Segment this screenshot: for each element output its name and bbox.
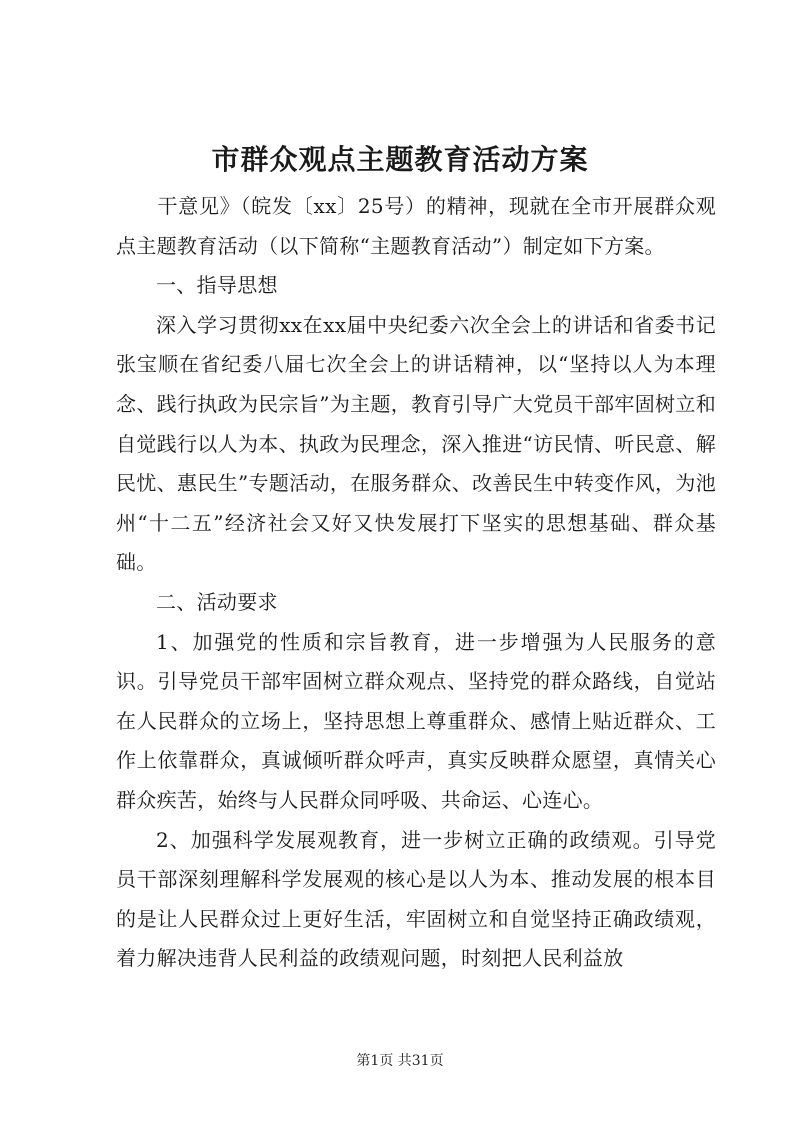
paragraph-intro: 干意见》（皖发〔xx〕25号）的精神，现就在全市开展群众观点主题教育活动（以下简称“主题教育活动”）制定如下方案。 [116,194,716,258]
heading-guiding-thought: 一、指导思想 [156,273,278,298]
paragraph-requirement-2: 2、加强科学发展观教育，进一步树立正确的政绩观。引导党员干部深刻理解科学发展观的核心是以人为本、推动发展的根本目的是让人民群众过上更好生活，牢固树立和自觉坚持正确政绩观，着力解决违背人民利益的政绩观问题，时刻把人民利益放 [116,827,716,971]
page-footer [0,1051,800,1071]
paragraph-guiding-thought: 深入学习贯彻xx在xx届中央纪委六次全会上的讲话和省委书记张宝顺在省纪委八届七次全会上的讲话精神，以“坚持以人为本理念、践行执政为民宗旨”为主题，教育引导广大党员干部牢固树立和自觉践行以人为本、执政为民理念，深入推进“访民情、听民意、解民忧、惠民生”专题活动，在服务群众、改善民生中转变作风，为池州“十二五”经济社会又好又快发展打下坚实的思想基础、群众基础。 [116,312,716,575]
paragraph-requirement-1: 1、加强党的性质和宗旨教育，进一步增强为人民服务的意识。引导党员干部牢固树立群众观点、坚持党的群众路线，自觉站在人民群众的立场上，坚持思想上尊重群众、感情上贴近群众、工作上依靠群众，真诚倾听群众呼声，真实反映群众愿望，真情关心群众疾苦，始终与人民群众同呼吸、共命运、心连心。 [116,629,716,812]
page-number: 第1页 共31页 [356,1053,444,1069]
page-title: 市群众观点主题教育活动方案 [211,143,589,176]
document-body [116,187,716,979]
heading-activity-requirements: 二、活动要求 [156,589,278,614]
